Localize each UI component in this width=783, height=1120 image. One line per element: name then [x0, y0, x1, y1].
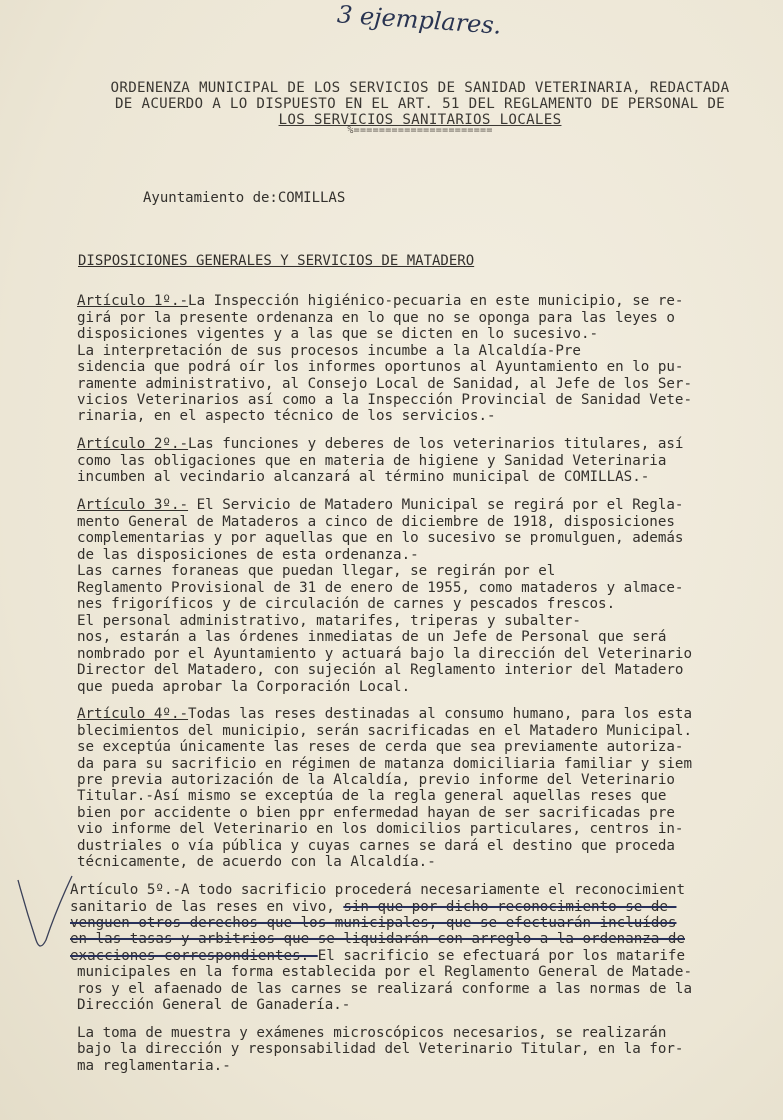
text-line — [77, 854, 436, 870]
line-text: municipales en la forma establecida por el Reglamento General de Matade- — [77, 964, 692, 980]
text-line — [77, 629, 666, 645]
line-text: técnicamente, de acuerdo con la Alcaldía.- — [77, 854, 436, 870]
article-label: Artículo 1º.- — [77, 293, 189, 309]
line-text: dustriales o vía pública y cuyas carnes se dará el destino que proceda — [77, 838, 675, 854]
text-line — [77, 453, 666, 469]
document-title — [70, 80, 770, 136]
line-text: nombrado por el Ayuntamiento y actuará bajo la dirección del Veterinario — [77, 646, 692, 662]
text-line — [77, 392, 692, 408]
title-line-2: DE ACUERDO A LO DISPUESTO EN EL ART. 51 DEL REGLAMENTO DE PERSONAL DE — [114, 96, 726, 112]
line-text: nos, estarán a las órdenes inmediatas de un Jefe de Personal que será — [77, 629, 667, 645]
line-text: Dirección General de Ganadería.- — [77, 997, 351, 1013]
line-text: que pueda aprobar la Corporación Local. — [77, 679, 411, 695]
line-text: Titular.-Así mismo se exceptúa de la regla general aquellas reses que — [77, 788, 667, 804]
text-line — [77, 723, 692, 739]
text-line — [77, 497, 683, 513]
text-line — [77, 613, 581, 629]
line-text: mento General de Mataderos a cinco de diciembre de 1918, disposiciones — [77, 514, 675, 530]
line-text: pre previa autorización de la Alcaldía, previo informe del Veterinario — [77, 772, 675, 788]
line-text: disposiciones vigentes y a las que se dicten en lo sucesivo.- — [77, 326, 599, 342]
text-line — [77, 981, 692, 997]
text-line — [77, 408, 496, 424]
text-line — [77, 326, 598, 342]
text-line — [77, 1058, 231, 1074]
title-underline: %====================== — [347, 125, 493, 136]
text-line — [77, 756, 692, 772]
text-line — [77, 436, 683, 452]
text-line — [77, 530, 683, 546]
line-text: La toma de muestra y exámenes microscópicos necesarios, se realizarán — [77, 1025, 667, 1041]
text-line — [70, 931, 685, 947]
text-line — [77, 646, 692, 662]
line-text: sanitario de las reses en vivo, — [70, 899, 344, 915]
text-line — [77, 469, 649, 485]
text-line — [70, 882, 685, 898]
line-text: Las carnes foraneas que puedan llegar, se regirán por el — [77, 563, 556, 579]
margin-check-mark — [14, 870, 74, 960]
article-label: Artículo 4º.- — [77, 706, 189, 722]
text-line — [77, 964, 692, 980]
line-text: Reglamento Provisional de 31 de enero de 1955, como mataderos y almace- — [77, 580, 684, 596]
section-heading: DISPOSICIONES GENERALES Y SERVICIOS DE MATADERO — [78, 253, 475, 269]
line-text: como las obligaciones que en materia de higiene y Sanidad Veterinaria — [77, 453, 667, 469]
text-line — [70, 899, 676, 915]
line-text: Director del Matadero, con sujeción al Reglamento interior del Matadero — [77, 662, 684, 678]
line-text: da para su sacrificio en régimen de matanza domiciliaria familiar y siem — [77, 756, 692, 772]
line-text: incumben al vecindario alcanzará al término municipal de COMILLAS.- — [77, 469, 650, 485]
line-text: de las disposiciones de esta ordenanza.- — [77, 547, 419, 563]
text-line — [77, 376, 692, 392]
line-text: vio informe del Veterinario en los domicilios particulares, centros in- — [77, 821, 684, 837]
line-text: bajo la dirección y responsabilidad del Veterinario Titular, en la for- — [77, 1041, 684, 1057]
line-text: blecimientos del municipio, serán sacrificadas en el Matadero Municipal. — [77, 723, 692, 739]
article-label: Artículo 2º.- — [77, 436, 189, 452]
title-line-1: ORDENENZA MUNICIPAL DE LOS SERVICIOS DE SANIDAD VETERINARIA, REDACTADA — [110, 80, 730, 96]
text-line — [77, 547, 419, 563]
text-line — [77, 772, 675, 788]
line-text: se exceptúa únicamente las reses de cerda que sea previamente autoriza- — [77, 739, 684, 755]
text-line — [77, 596, 615, 612]
text-line — [77, 821, 683, 837]
line-text: Todas las reses destinadas al consumo humano, para los esta — [188, 706, 693, 722]
text-line — [77, 580, 683, 596]
struck-text: exacciones correspondientes.- — [70, 948, 318, 964]
text-line — [77, 739, 683, 755]
line-text: El sacrificio se efectuará por los matarife — [317, 948, 686, 964]
struck-text: sin que por dicho reconocimiento se de- — [343, 899, 677, 915]
line-text: ramente administrativo, al Consejo Local de Sanidad, al Jefe de los Ser- — [77, 376, 692, 392]
text-line — [77, 838, 675, 854]
line-text: rinaria, en el aspecto técnico de los servicios.- — [77, 408, 496, 424]
text-line — [77, 293, 683, 309]
text-line — [77, 997, 350, 1013]
struck-text: venguen otros derechos que los municipales, que se efectuarán incluídos — [70, 915, 677, 931]
line-text: girá por la presente ordenanza en lo que no se oponga para las leyes o — [77, 310, 675, 326]
article-label: Artículo 3º.- — [77, 497, 189, 513]
handwritten-note: 3 ejemplares. — [336, 0, 503, 40]
line-text: El Servicio de Matadero Municipal se regirá por el Regla- — [188, 497, 684, 513]
text-line — [77, 514, 675, 530]
text-line — [77, 788, 666, 804]
line-text: El personal administrativo, matarifes, triperas y subalter- — [77, 613, 581, 629]
text-line — [70, 948, 685, 964]
line-text: ma reglamentaria.- — [77, 1058, 231, 1074]
text-line — [77, 359, 683, 375]
text-line — [77, 310, 675, 326]
text-line — [70, 915, 676, 931]
text-line — [77, 706, 692, 722]
title-line-3: LOS SERVICIOS SANITARIOS LOCALES — [278, 112, 562, 128]
line-text: sidencia que podrá oír los informes oportunos al Ayuntamiento en lo pu- — [77, 359, 684, 375]
line-text: complementarias y por aquellas que en lo sucesivo se promulguen, además — [77, 530, 684, 546]
line-text: nes frigoríficos y de circulación de carnes y pescados frescos. — [77, 596, 616, 612]
line-text: bien por accidente o bien ppr enfermedad hayan de ser sacrificadas pre — [77, 805, 675, 821]
text-line — [77, 679, 410, 695]
line-text: ros y el afaenado de las carnes se realizará conforme a las normas de la — [77, 981, 692, 997]
text-line — [77, 563, 555, 579]
text-line — [77, 1025, 666, 1041]
line-text: La interpretación de sus procesos incumbe a la Alcaldía-Pre — [77, 343, 581, 359]
line-text: vicios Veterinarios así como a la Inspección Provincial de Sanidad Vete- — [77, 392, 692, 408]
struck-text: en las tasas y arbitrios que se liquidarán con arreglo a la ordenanza de — [70, 931, 685, 947]
line-text: La Inspección higiénico-pecuaria en este municipio, se re- — [188, 293, 684, 309]
text-line — [77, 343, 581, 359]
text-line — [77, 662, 683, 678]
text-line — [77, 805, 675, 821]
ayuntamiento-label: Ayuntamiento de:COMILLAS — [143, 190, 346, 206]
text-line — [77, 1041, 683, 1057]
line-text: Artículo 5º.-A todo sacrificio procederá necesariamente el reconocimient — [70, 882, 685, 898]
line-text: Las funciones y deberes de los veterinarios titulares, así — [188, 436, 684, 452]
